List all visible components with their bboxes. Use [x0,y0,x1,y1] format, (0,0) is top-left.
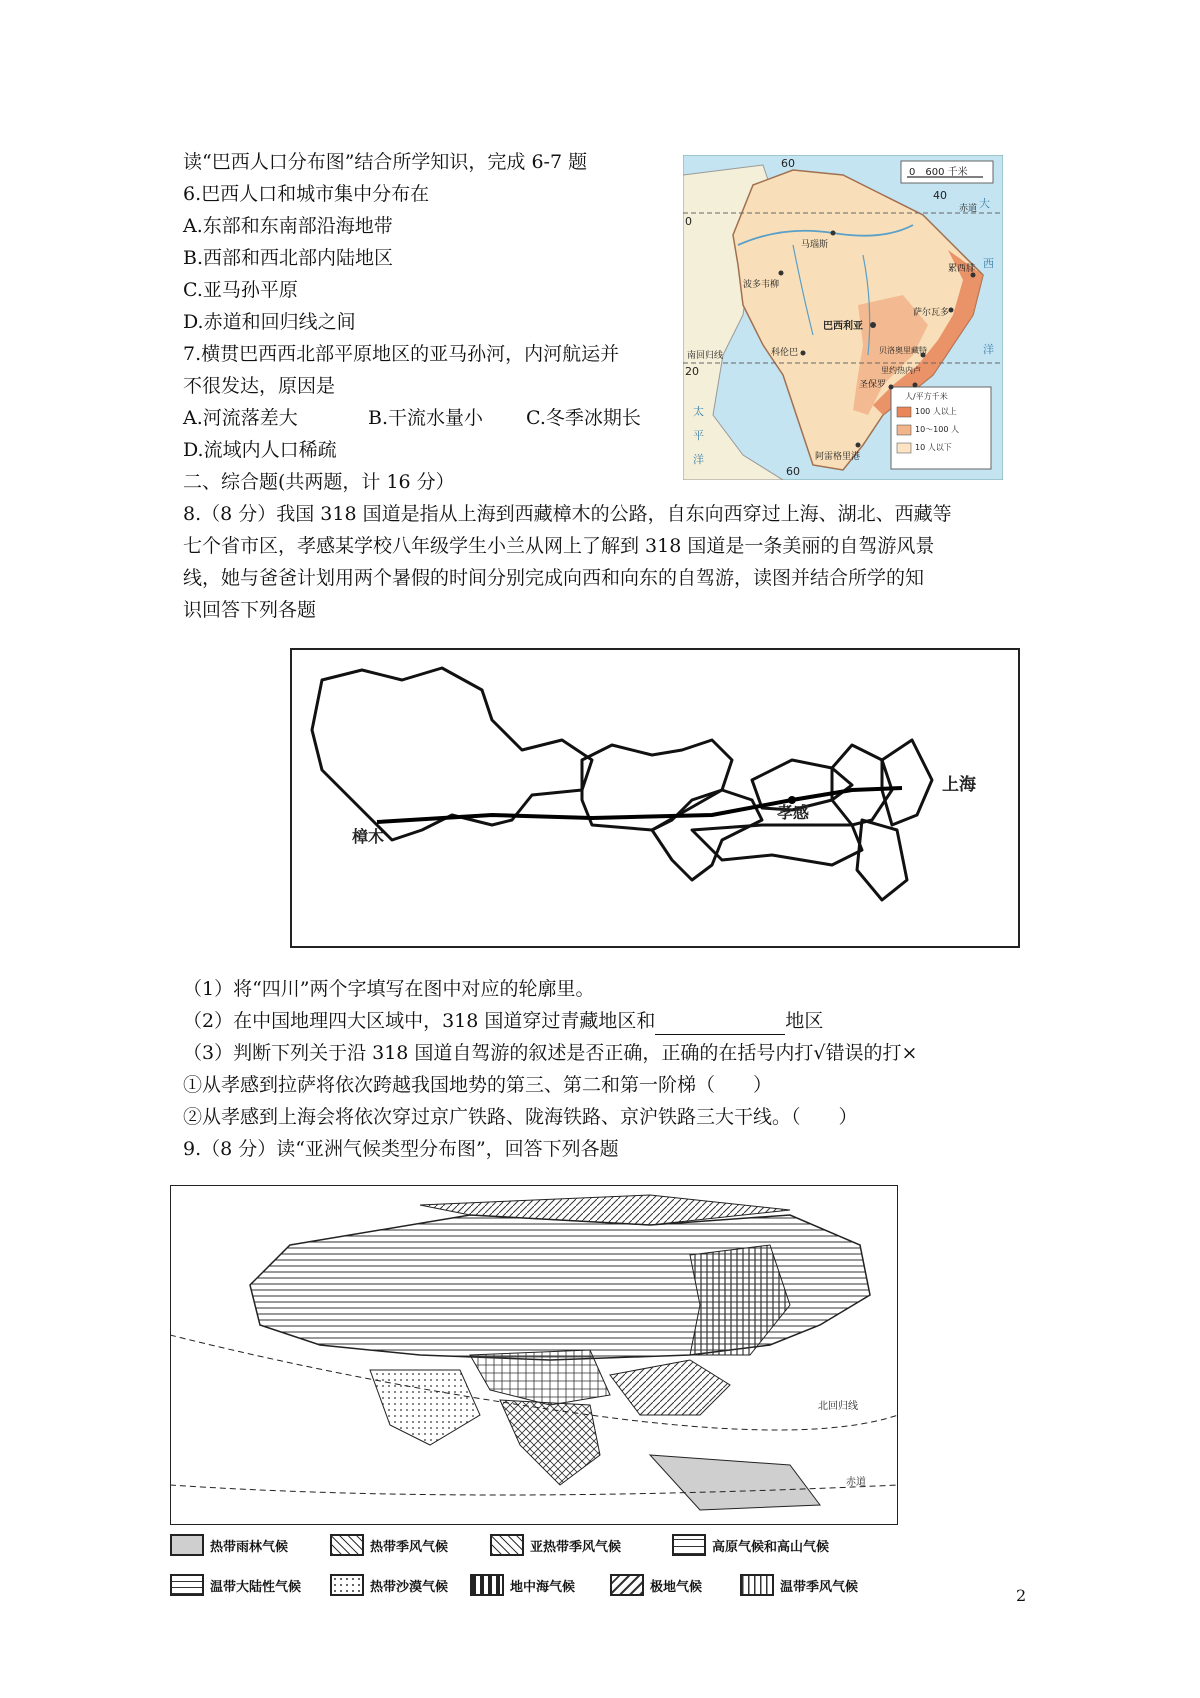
legend-temperate-monsoon: 温带季风气候 [740,1574,858,1596]
city-manaus: 马瑙斯 [801,240,829,250]
label-xiaogan: 孝感 [777,803,810,822]
brazil-legend-medium: 10～100 人 [915,425,959,434]
brazil-scale-label: 0 600 千米 [909,167,968,178]
q7-option-c: C.冬季冰期长 [526,407,641,429]
asia-legend [170,1530,898,1610]
brazil-legend-low: 10 人以下 [915,443,952,452]
legend-subtropical-monsoon: 亚热带季风气候 [490,1534,621,1556]
city-rio: 里约热内卢 [881,366,921,375]
q6-option-a: A.东部和东南部沿海地带 [183,215,393,237]
pacific-char-3: 洋 [693,453,704,466]
brazil-legend-high: 100 人以上 [915,407,957,416]
q9-stem: 9.（8 分）读“亚洲气候类型分布图”，回答下列各题 [183,1138,619,1160]
city-dot-porto-alegre [856,443,861,448]
q6-option-d: D.赤道和回归线之间 [183,311,356,333]
q7-option-d: D.流域内人口稀疏 [183,439,337,461]
city-recife: 累西腓 [948,264,976,274]
q8-item2: ②从孝感到上海会将依次穿过京广铁路、陇海铁路、京沪铁路三大干线。（ ） [183,1106,858,1128]
q8-sub2-post: 地区 [785,1010,824,1032]
swatch-icon [170,1534,204,1556]
city-dot-porto-velho [779,271,784,276]
q8-sub1: （1）将“四川”两个字填写在图中对应的轮廓里。 [183,978,595,1000]
city-dot-manaus [831,231,836,236]
q8-sub2 [183,1007,823,1035]
q7-option-a: A.河流落差大 [183,407,298,429]
q6-option-b: B.西部和西北部内陆地区 [183,247,394,269]
city-porto-alegre: 阿雷格里港 [815,452,861,462]
zhejiang-outline [857,820,907,900]
brazil-equator-label: 赤道 [959,204,978,214]
brazil-population-map [683,155,1003,480]
q7-stem-line2: 不很发达，原因是 [183,375,336,397]
q7-stem-line1: 7.横贯巴西西北部平原地区的亚马孙河，内河航运并 [183,343,620,365]
legend-swatch-low [897,443,911,453]
brazil-legend-title: 人/平方千米 [905,392,948,401]
legend-tropical-monsoon: 热带季风气候 [330,1534,448,1556]
south-provinces-outline [692,825,862,865]
city-dot-salvador [949,308,954,313]
q6-7-intro: 读“巴西人口分布图”结合所学知识，完成 6-7 题 [183,151,588,173]
city-salvador: 萨尔瓦多 [913,308,950,318]
legend-swatch-high [897,407,911,417]
route-318-map [290,648,1020,948]
q8-sub3: （3）判断下列关于沿 318 国道自驾游的叙述是否正确，正确的在括号内打√错误的打× [183,1042,918,1064]
asia-climate-map [170,1185,898,1525]
q8-line1: 8.（8 分）我国 318 国道是指从上海到西藏樟木的公路，自东向西穿过上海、湖北、西藏等 [183,503,952,525]
swatch-icon [470,1574,504,1596]
tibet-outline [312,668,592,840]
brazil-lon-40: 40 [933,189,947,202]
asia-equator-label: 赤道 [846,1477,866,1488]
label-zhangmu: 樟木 [352,827,385,846]
section-2-heading: 二、综合题(共两题，计 16 分） [183,471,455,493]
q8-sub2-pre: （2）在中国地理四大区域中，318 国道穿过青藏地区和 [183,1010,656,1032]
brazil-lon-60-bottom: 60 [786,465,800,478]
city-porto-velho: 波多韦柳 [743,280,780,290]
legend-polar: 极地气候 [610,1574,702,1596]
q6-option-c: C.亚马孙平原 [183,279,298,301]
route-318-line [377,788,902,822]
chongqing-outline [652,790,762,880]
q7-option-b: B.干流水量小 [368,407,484,429]
city-brasilia: 巴西利亚 [823,321,863,332]
city-belo-horizonte: 贝洛奥里藏特 [879,346,927,355]
brazil-lon-60-top: 60 [781,157,795,170]
q8-line3: 线，她与爸爸计划用两个暑假的时间分别完成向西和向东的自驾游，读图并结合所学的知 [183,567,925,589]
swatch-icon [170,1574,204,1596]
city-dot-brasilia [870,322,876,328]
route-318-graphic [292,650,1018,946]
page-number: 2 [1016,1586,1027,1605]
brazil-tropic-label: 南回归线 [687,351,724,361]
label-shanghai: 上海 [942,775,976,795]
legend-tropical-rainforest: 热带雨林气候 [170,1534,288,1556]
q8-line2: 七个省市区，孝感某学校八年级学生小兰从网上了解到 318 国道是一条美丽的自驾游风景 [183,535,935,557]
swatch-icon [672,1534,706,1556]
city-dot-rio [913,383,918,388]
asia-tropic-label: 北回归线 [818,1401,858,1412]
q7-options-row [183,404,641,432]
legend-highland: 高原气候和高山气候 [672,1534,829,1556]
pacific-char-2: 平 [693,429,704,442]
brazil-lat-20: 20 [685,365,699,378]
q8-sub2-answer-blank[interactable] [655,1014,785,1035]
q8-line4: 识回答下列各题 [183,599,317,621]
swatch-icon [740,1574,774,1596]
city-dot-corumba [801,351,806,356]
brazil-lat-0: 0 [685,215,692,228]
atlantic-char-1: 大 [979,197,990,210]
city-sao-paulo: 圣保罗 [859,380,887,390]
legend-temperate-continental: 温带大陆性气候 [170,1574,301,1596]
swatch-icon [610,1574,644,1596]
city-corumba: 科伦巴 [771,348,799,358]
swatch-icon [330,1534,364,1556]
legend-tropical-desert: 热带沙漠气候 [330,1574,448,1596]
atlantic-char-3: 洋 [983,343,994,356]
asia-map-graphic [170,1185,898,1525]
atlantic-char-2: 西 [983,257,994,270]
swatch-icon [330,1574,364,1596]
legend-swatch-medium [897,425,911,435]
swatch-icon [490,1534,524,1556]
legend-mediterranean: 地中海气候 [470,1574,575,1596]
q6-stem: 6.巴西人口和城市集中分布在 [183,183,430,205]
city-dot-sao-paulo [889,385,894,390]
q8-item1: ①从孝感到拉萨将依次跨越我国地势的第三、第二和第一阶梯（ ） [183,1074,773,1096]
pacific-char-1: 太 [693,405,704,418]
